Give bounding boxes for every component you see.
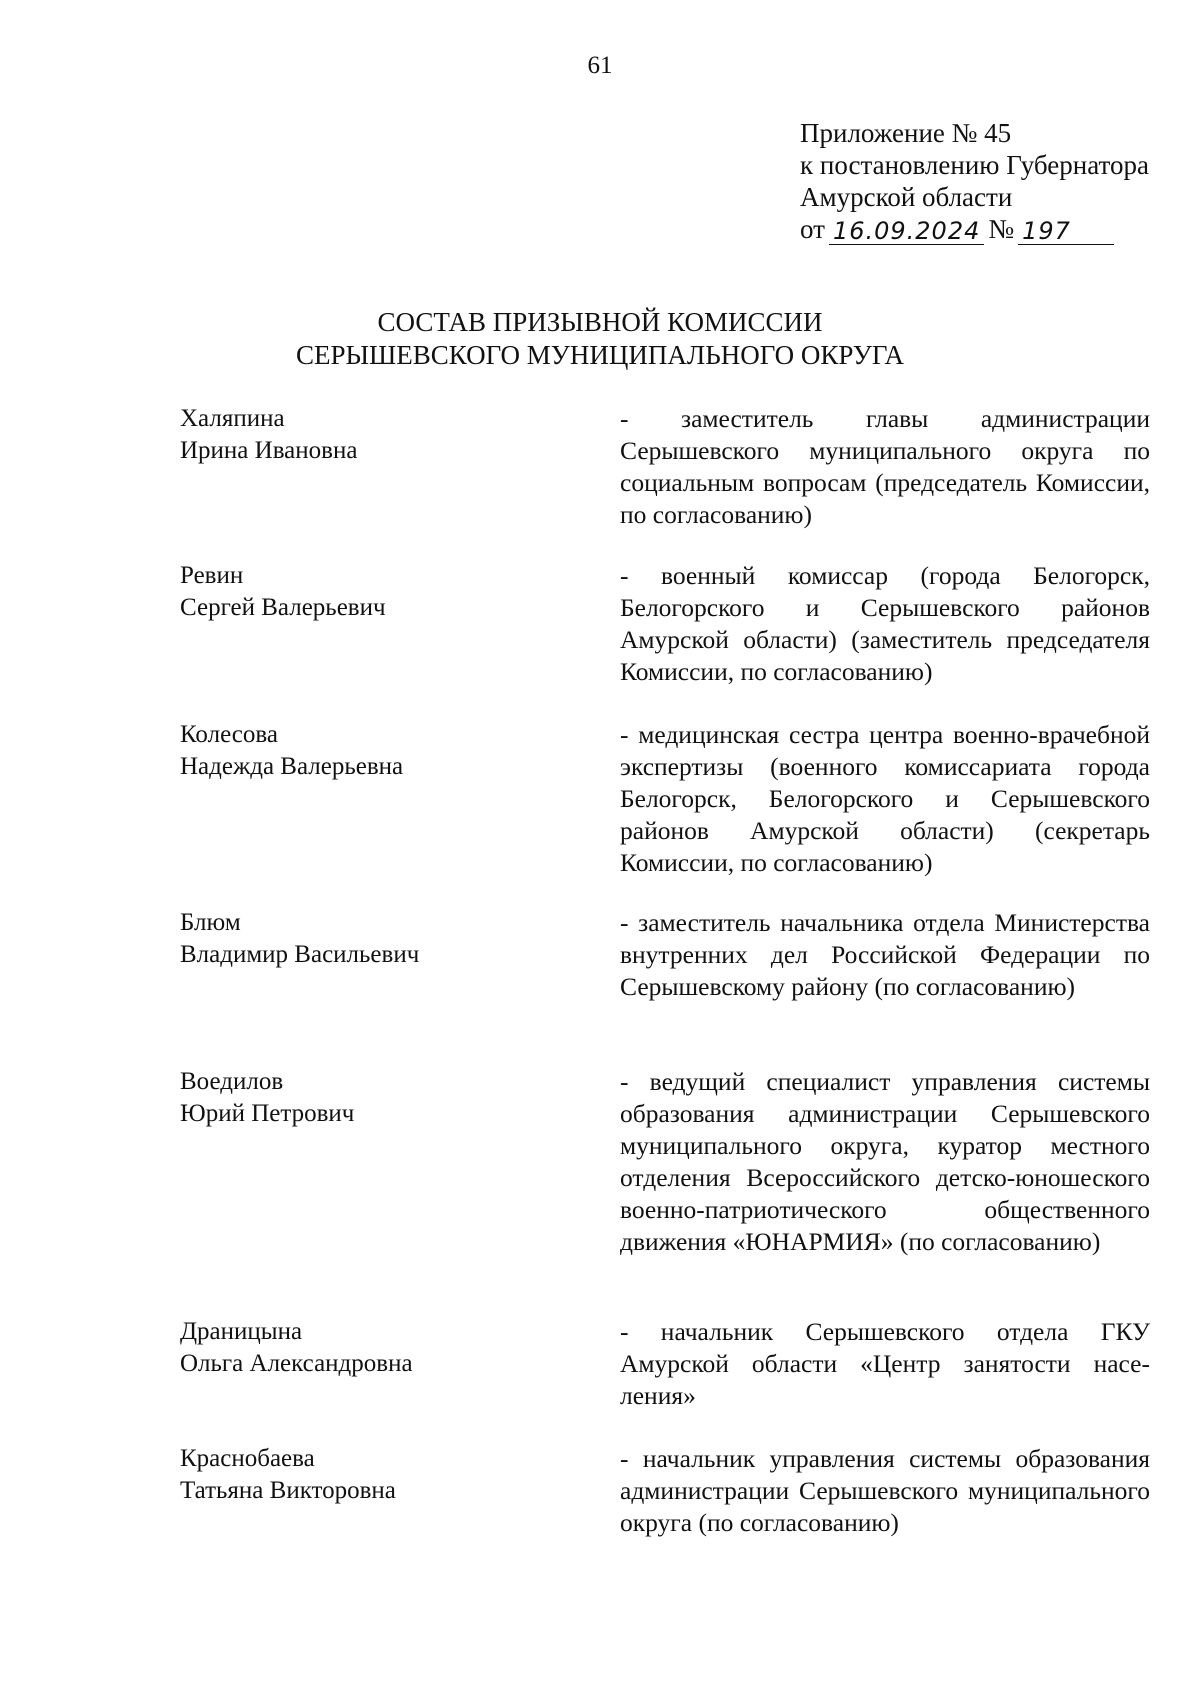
member-role: - ведущий специалист управления системы образования администрации Серышевского муниципального округа, куратор местного отделения Всероссийского детско-юношеского военно-патриотического общественного движения «ЮНАРМИЯ» (по согласованию) [620, 1067, 1150, 1256]
document-title [0, 306, 1200, 372]
member-role: - медицинская сестра центра военно-врачебной экспертизы (военного комиссариата города Белогорск, Белогорского и Серышевского районов Амурской области) (секретарь Комиссии, по согласованию) [620, 720, 1150, 877]
member-surname: Воедилов [180, 1068, 284, 1095]
appendix-reference: к постановлению Губернатора [800, 150, 1149, 180]
member-role: - заместитель главы администрации Серышевского муниципального округа по социальным вопросам (председатель Комиссии, по согласованию) [620, 404, 1150, 529]
member-surname: Блюм [180, 909, 241, 936]
member-role: - начальник Серышевского отдела ГКУ Амурской области «Центр занятости населения» [620, 1317, 1150, 1410]
member-given-names: Владимир Васильевич [180, 941, 420, 968]
member-name [180, 560, 600, 624]
member-given-names: Сергей Валерьевич [180, 594, 386, 621]
member-surname: Халяпина [180, 405, 285, 432]
member-given-names: Ирина Ивановна [180, 437, 358, 464]
member-given-names: Надежда Валерьевна [180, 753, 404, 780]
member-given-names: Ольга Александровна [180, 1350, 413, 1377]
member-surname: Колесова [180, 721, 278, 748]
appendix-region: Амурской области [800, 182, 1013, 212]
member-surname: Краснобаева [180, 1445, 315, 1472]
member-name [180, 1443, 600, 1507]
member-name [180, 907, 600, 971]
member-given-names: Татьяна Викторовна [180, 1477, 396, 1504]
appendix-signature-line [800, 213, 1149, 245]
member-name [180, 403, 600, 467]
title-line-1: СОСТАВ ПРИЗЫВНОЙ КОМИССИИ [377, 307, 823, 337]
member-surname: Ревин [180, 562, 244, 589]
from-label: от [800, 214, 825, 244]
title-line-2: СЕРЫШЕВСКОГО МУНИЦИПАЛЬНОГО ОКРУГА [295, 340, 905, 370]
member-role: - военный комиссар (города Белогорск, Белогорского и Серышевского районов Амурской области) (заместитель председателя Комиссии, по согласованию) [620, 561, 1150, 686]
member-given-names: Юрий Петрович [180, 1100, 355, 1127]
number-label: № [988, 214, 1015, 244]
handwritten-date: 16.09.2024 [829, 218, 984, 245]
handwritten-number: 197 [1018, 218, 1114, 245]
member-name [180, 719, 600, 783]
member-name [180, 1066, 600, 1130]
member-name [180, 1316, 600, 1380]
member-role: - начальник управления системы образования администрации Серышевского муниципального округа (по согласованию) [620, 1444, 1150, 1537]
appendix-number: Приложение № 45 [800, 118, 1012, 148]
member-role: - заместитель начальника отдела Министерства внутренних дел Российской Федерации по Серышевскому району (по согласованию) [620, 908, 1150, 1001]
page-number: 61 [587, 52, 613, 79]
member-surname: Драницына [180, 1318, 303, 1345]
appendix-block [800, 117, 1149, 245]
